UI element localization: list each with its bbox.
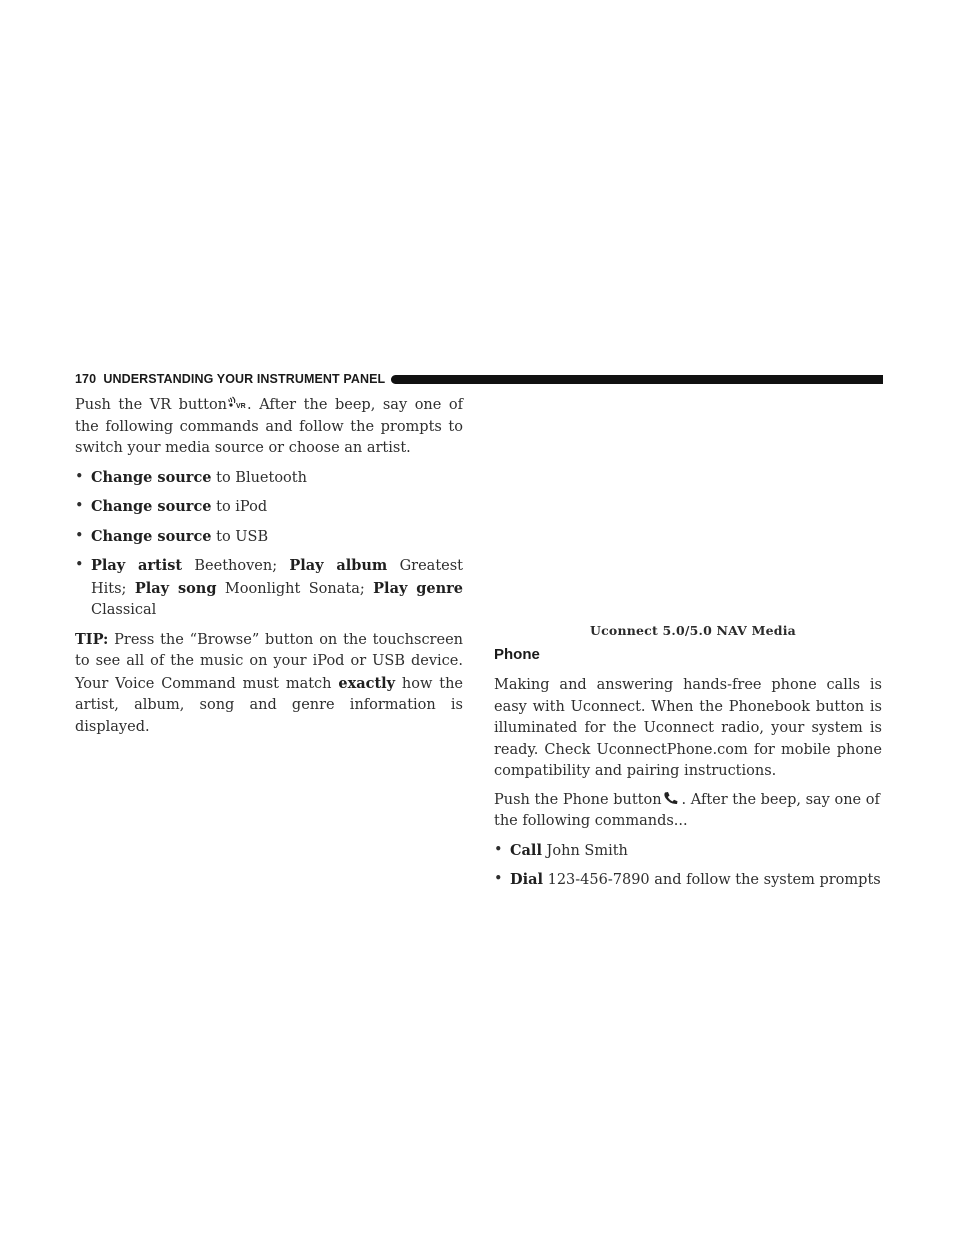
list-item: [75, 467, 463, 490]
command-term: Play artist: [91, 557, 183, 574]
phone-instruction-paragraph: [494, 790, 882, 833]
bullet-dot: •: [494, 871, 503, 887]
list-item: [494, 869, 882, 892]
phone-handset-icon: [662, 791, 682, 805]
list-item-play: [75, 555, 463, 622]
command-text: to Bluetooth: [211, 469, 307, 486]
command-text: Moonlight Sonata;: [216, 580, 374, 597]
tip-text-cont: how the artist, album, song and genre information is displayed.: [75, 675, 463, 735]
bullet-dot: •: [75, 527, 84, 544]
vr-intro-text-cont: . After the beep, say one of the following commands and follow the prompts to switch your media source or choose an artist.: [75, 397, 464, 456]
vr-intro-paragraph: [75, 395, 463, 460]
command-term: Change source: [91, 498, 212, 515]
command-term: Dial: [510, 871, 543, 888]
bullet-dot: •: [75, 557, 84, 573]
page-number: 170: [75, 372, 97, 386]
page-header-text: [75, 372, 385, 386]
list-item: [494, 840, 882, 863]
command-text: Classical: [91, 602, 157, 618]
list-item: [75, 526, 463, 549]
command-term: Call: [510, 841, 542, 859]
command-term: Play genre: [373, 579, 464, 597]
tip-emphasis: exactly: [338, 674, 396, 692]
bullet-dot: •: [75, 498, 84, 514]
command-text: to iPod: [211, 499, 268, 515]
command-text: John Smith: [541, 842, 628, 859]
tip-paragraph: [75, 629, 463, 739]
bullet-dot: •: [75, 468, 84, 485]
command-term: Play album: [289, 557, 388, 574]
command-term: Play song: [134, 579, 217, 597]
section-title: UNDERSTANDING YOUR INSTRUMENT PANEL: [103, 372, 386, 386]
phone-instruction-text: Push the Phone button: [494, 791, 662, 808]
list-item: [75, 496, 463, 519]
command-text: Beethoven;: [182, 558, 290, 574]
phone-paragraph: Making and answering hands-free phone calls is easy with Uconnect. When the Phonebook button is illuminated for the Uconnect radio, your system is ready. Check UconnectPhone.com for mobile phone compatibility and pairing instructions.: [494, 677, 882, 779]
left-column: [75, 395, 463, 745]
command-text: Greatest Hits;: [91, 558, 463, 597]
vr-intro-text: Push the VR button: [75, 397, 228, 413]
command-text: 123-456-7890 and follow the system prompts: [543, 872, 881, 888]
command-text: to USB: [211, 528, 269, 545]
bullet-dot: •: [494, 841, 503, 858]
header-rule: [391, 375, 883, 384]
phone-instruction-text-cont: . After the beep, say one of the following commands...: [494, 791, 880, 829]
figure-caption: Uconnect 5.0/5.0 NAV Media: [590, 623, 796, 638]
command-term: Change source: [91, 527, 212, 545]
page-header: [75, 372, 883, 386]
command-term: Change source: [91, 468, 212, 486]
voice-recognition-icon: [227, 396, 247, 410]
section-heading: Phone: [494, 646, 540, 663]
svg-text:VR: VR: [236, 403, 246, 410]
right-column: [494, 620, 882, 899]
tip-label: TIP:: [75, 630, 109, 648]
tip-text: Press the “Browse” button on the touchscreen to see all of the music on your iPod or USB device. Your Voice Command must match: [75, 631, 463, 692]
